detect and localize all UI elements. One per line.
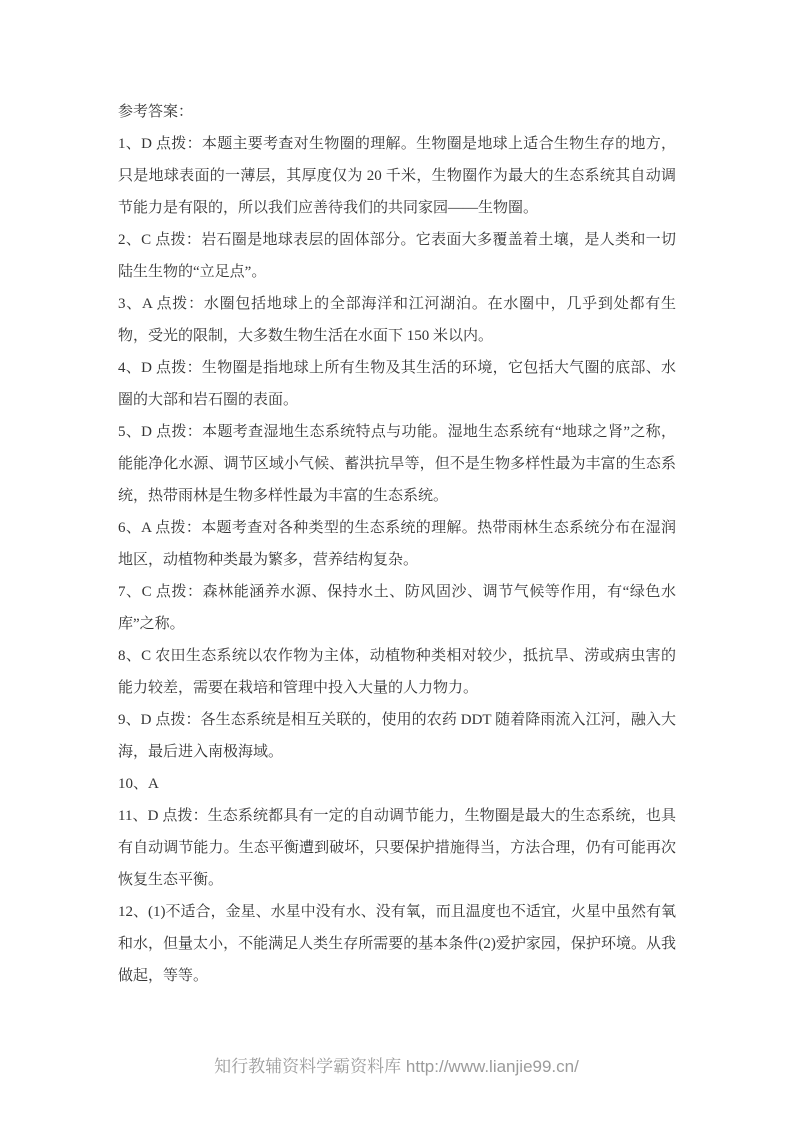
answer-paragraph: 1、D 点拨：本题主要考查对生物圈的理解。生物圈是地球上适合生物生存的地方，只是地球表面的一薄层，其厚度仅为 20 千米，生物圈作为最大的生态系统其自动调节能力是有限的，所以我们应善待我们的共同家园——生物圈。	[118, 136, 676, 216]
document-heading: 参考答案：	[118, 104, 194, 120]
answer-paragraph: 9、D 点拨：各生态系统是相互关联的，使用的农药 DDT 随着降雨流入江河，融入大海，最后进入南极海域。	[118, 712, 676, 760]
answer-paragraph: 12、(1)不适合，金星、水星中没有水、没有氧，而且温度也不适宜，火星中虽然有氧和水，但量太小，不能满足人类生存所需要的基本条件(2)爱护家园，保护环境。从我做起，等等。	[118, 904, 676, 984]
answer-paragraph: 5、D 点拨：本题考查湿地生态系统特点与功能。湿地生态系统有“地球之肾”之称，能能净化水源、调节区域小气候、蓄洪抗旱等，但不是生物多样性最为丰富的生态系统，热带雨林是生物多样性最为丰富的生态系统。	[118, 424, 676, 504]
answer-paragraph: 10、A	[118, 776, 159, 792]
answer-paragraphs	[118, 128, 676, 992]
footer-url: http://www.lianjie99.cn/	[405, 1057, 579, 1076]
answer-paragraph: 11、D 点拨：生态系统都具有一定的自动调节能力，生物圈是最大的生态系统，也具有自动调节能力。生态平衡遭到破坏，只要保护措施得当，方法合理，仍有可能再次恢复生态平衡。	[118, 808, 676, 888]
answer-paragraph: 3、A 点拨：水圈包括地球上的全部海洋和江河湖泊。在水圈中，几乎到处都有生物，受光的限制，大多数生物生活在水面下 150 米以内。	[118, 296, 676, 344]
answer-content	[118, 96, 676, 992]
answer-paragraph: 7、C 点拨：森林能涵养水源、保持水土、防风固沙、调节气候等作用，有“绿色水库”之称。	[118, 584, 676, 632]
answer-paragraph: 6、A 点拨：本题考查对各种类型的生态系统的理解。热带雨林生态系统分布在湿润地区，动植物种类最为繁多，营养结构复杂。	[118, 520, 676, 568]
answer-paragraph: 4、D 点拨：生物圈是指地球上所有生物及其生活的环境，它包括大气圈的底部、水圈的大部和岩石圈的表面。	[118, 360, 676, 408]
footer	[0, 1053, 793, 1081]
answer-paragraph: 2、C 点拨：岩石圈是地球表层的固体部分。它表面大多覆盖着土壤，是人类和一切陆生生物的“立足点”。	[118, 232, 676, 280]
answer-paragraph: 8、C 农田生态系统以农作物为主体，动植物种类相对较少，抵抗旱、涝或病虫害的能力较差，需要在栽培和管理中投入大量的人力物力。	[118, 648, 676, 696]
footer-site-name: 知行教辅资料学霸资料库	[214, 1057, 402, 1076]
